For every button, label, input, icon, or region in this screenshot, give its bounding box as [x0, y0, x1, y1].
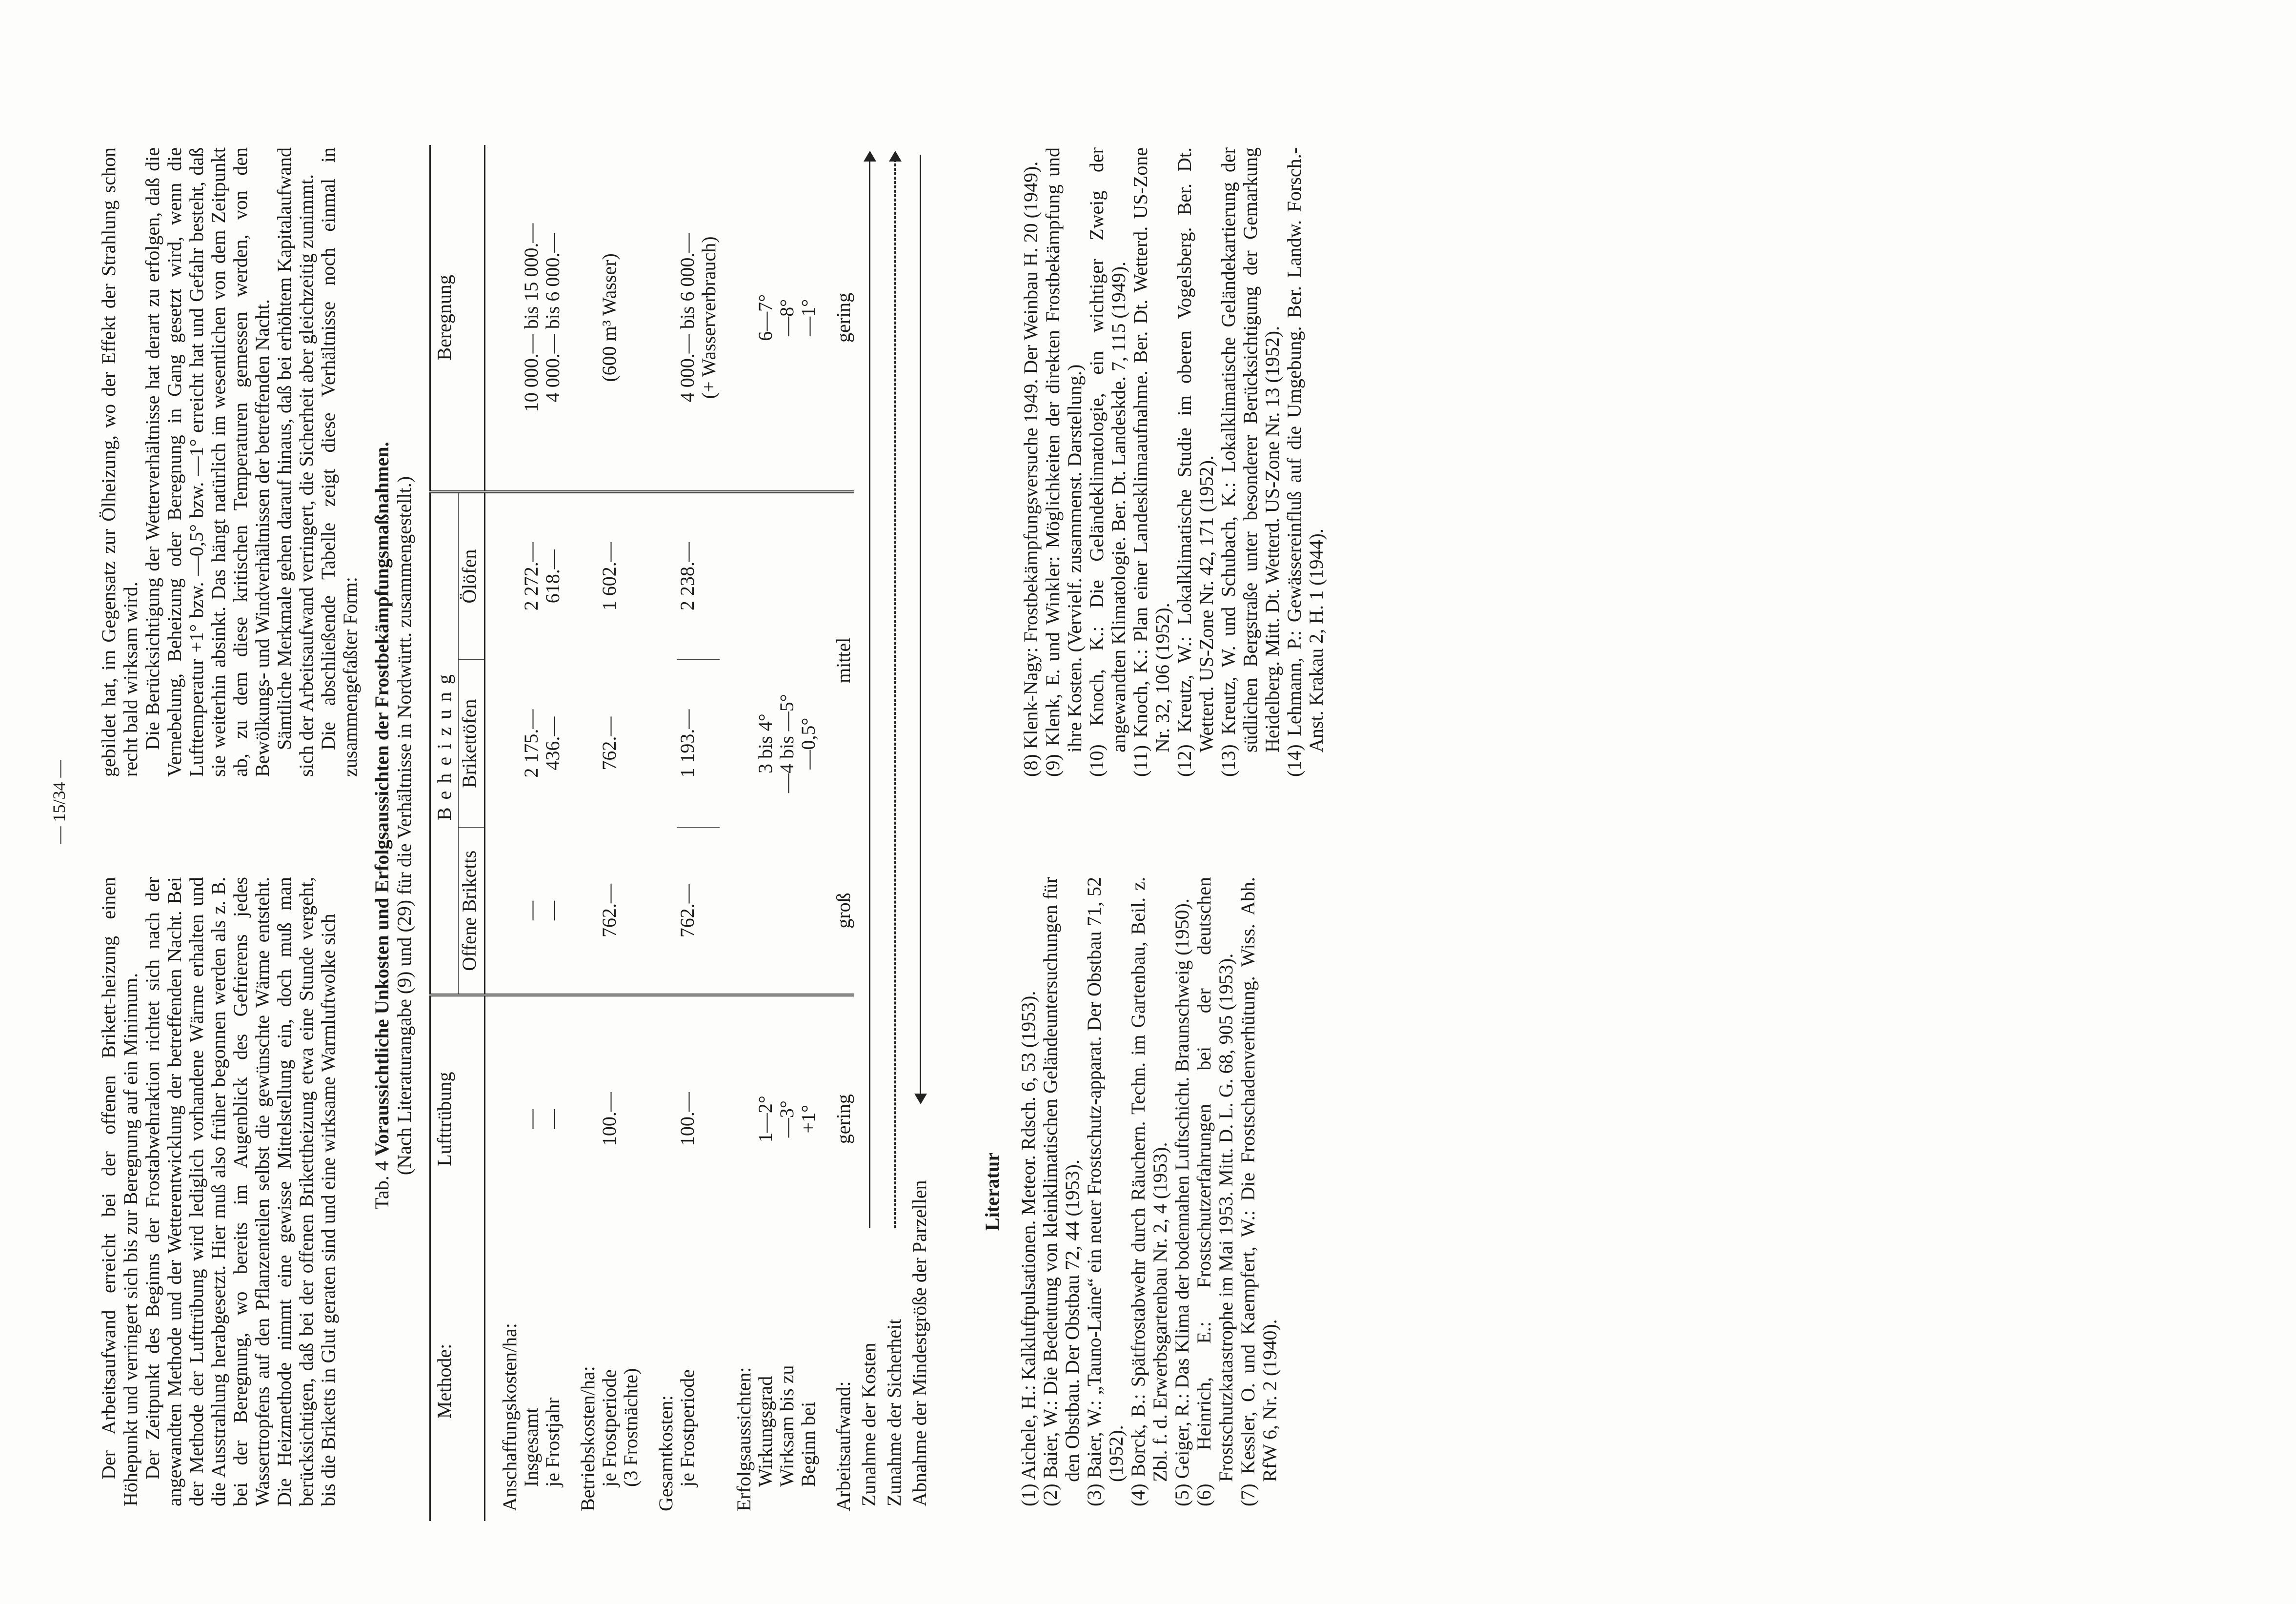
table-source-note: (Nach Literaturangabe (9) und (29) für die Verhältnisse in Nordwürtt. zusammengestellt.) — [393, 476, 415, 1176]
cell-line: (+ Wasserverbrauch) — [698, 236, 720, 399]
table-title: Voraussichtliche Unkosten und Erfolgsaussichten der Frostbekämpfungsmaßnahmen. — [371, 442, 393, 1157]
list-item: (8) Klenk-Nagy: Frostbekämpfungsversuche 1949. Der Weinbau H. 20 (1949). — [1020, 161, 1042, 777]
cell: 10 000.— bis 15 000.— — [520, 223, 542, 412]
cell-line: 6—7° — [754, 294, 776, 341]
row-group-label: Anschaffungskosten/ha: — [499, 1323, 521, 1511]
table-row — [599, 145, 642, 1521]
text-column-left — [98, 877, 339, 1506]
cell: 100.— — [677, 995, 720, 1241]
row-group-label: Betriebskosten/ha: — [577, 1366, 599, 1511]
table-row — [542, 145, 564, 1521]
page-number: — 15/34 — — [49, 760, 69, 844]
cell: — — [542, 901, 564, 921]
trend-row — [907, 150, 932, 1506]
header-lufttruebung: Lufttrübung — [430, 995, 485, 1241]
row-label: je Frostperiode — [676, 1369, 698, 1487]
row-group-label: Arbeitsaufwand: — [832, 1381, 854, 1511]
cell — [733, 995, 819, 1241]
header-oeloefen: Ölöfen — [459, 492, 485, 660]
table-caption — [371, 145, 416, 1506]
reference-list-left — [1017, 877, 1281, 1506]
table-number: Tab. 4 — [371, 1161, 393, 1210]
cell-line: 1—2° — [754, 1096, 776, 1143]
header-brikettoefen: Brikettöfen — [459, 660, 485, 828]
table-row — [677, 145, 720, 1521]
paragraph: Der Zeitpunkt des Beginns der Frostabwehraktion richtet sich nach der angewandten Methode und der Wetterentwicklung der betreffenden Nacht. Bei der Methode der Lufttrübung wird lediglich vorhandene Wärme erhalten und die Ausstrahlung herabgesetzt. Hier muß also früher begonnen werden als z. B. bei der Beregnung, wo bereits im Augenblick des Gefrierens jedes Wassertropfens auf den Pflanzenteilen selbst die gewünschte Wärme entsteht. Die Heizmethode nimmt eine gewisse Mittelstellung ein, doch muß man berücksichtigen, daß bei der offenen Brikettheizung etwa eine Stunde vergeht, bis die Briketts in Glut geraten sind und eine wirksame Warmluftwolke sich — [141, 877, 339, 1506]
cell: 2 272.— — [521, 492, 542, 660]
header-offene-briketts: Offene Briketts — [459, 828, 485, 995]
trend-row — [856, 150, 882, 1506]
text-column-right — [98, 147, 361, 777]
list-item: (11) Knoch, K.: Plan einer Landesklimaaufnahme. Ber. Dt. Wetterd. US-Zone Nr. 32, 106 (1952). — [1129, 147, 1173, 777]
list-item: (1) Aichele, H.: Kalkluftpulsationen. Meteor. Rdsch. 6, 53 (1953). — [1017, 991, 1039, 1506]
cell: groß — [832, 893, 854, 929]
row-label — [599, 1241, 642, 1521]
header-beregnung: Beregnung — [430, 145, 485, 492]
row-label-line: je Frostperiode — [598, 1369, 620, 1487]
trend-row — [882, 150, 907, 1506]
row-label-line: Wirksam bis zu — [776, 1365, 798, 1487]
cell: (600 m³ Wasser) — [598, 253, 620, 382]
table-row — [521, 145, 542, 1521]
table-row — [833, 145, 854, 1521]
cell-line: —8° — [776, 299, 798, 336]
table-row — [577, 145, 599, 1521]
cell-line: —0,5° — [797, 717, 819, 770]
cell-line: +1° — [797, 1104, 819, 1134]
table-row — [499, 145, 521, 1521]
cell: 762.— — [677, 828, 720, 995]
list-item: (14) Lehmann, P.: Gewässereinfluß auf die Umgebung. Ber. Landw. Forsch.-Anst. Krakau 2, H. 1 (1944). — [1283, 147, 1327, 777]
row-label: Insgesamt — [520, 1407, 542, 1487]
list-item: (5) Geiger, R.: Das Klima der bodennahen Luftschicht. Braunschweig (1950). — [1171, 898, 1193, 1506]
literature-heading: Literatur — [981, 1153, 1003, 1231]
cell-line: —4 bis —5° — [776, 694, 798, 793]
paragraph: Der Arbeitsaufwand erreicht bei der offenen Brikett-heizung einen Höhepunkt und verringert sich bis zur Beregnung auf ein Minimum. — [98, 877, 141, 1506]
row-label: je Frostjahr — [542, 1397, 564, 1487]
left-arrow-icon — [920, 155, 921, 1101]
cell — [733, 492, 819, 995]
list-item: (3) Baier, W.: „Tauno-Laine“ ein neuer Frostschutz-apparat. Der Obstbau 71, 52 (1952). — [1083, 877, 1127, 1506]
cost-table — [429, 145, 854, 1521]
cell — [733, 145, 819, 492]
paragraph: Sämtliche Merkmale gehen darauf hinaus, daß bei erhöhtem Kapitalaufwand sich der Arbeitsaufwand verringert, die Sicherheit aber gleichzeitig zunimmt. — [273, 147, 317, 777]
cell: 436.— — [542, 716, 564, 771]
cell: 2 175.— — [520, 709, 542, 778]
row-label-line: Beginn bei — [797, 1401, 819, 1487]
list-item: (10) Knoch, K.: Die Geländeklimatologie, ein wichtiger Zweig der angewandten Klimatologie. Ber. Dt. Landeskde. 7, 115 (1949). — [1086, 147, 1129, 777]
cell: mittel — [833, 492, 854, 828]
paragraph: Die Berücksichtigung der Wetterverhältnisse hat derart zu erfolgen, daß die Vernebelung, Beheizung oder Beregnung in Gang gesetzt wird, wenn die Lufttemperatur +1° bzw. —0,5° bzw. —1° erreicht hat und Gefahr besteht, daß sie weiterhin absinkt. Das hängt natürlich im wesentlichen von dem Zeitpunkt ab, zu dem diese kritischen Temperaturen gemessen werden, von den Bewölkungs- und Windverhältnissen der betreffenden Nacht. — [141, 147, 273, 777]
header-beheizung: Beheizung — [430, 492, 459, 995]
right-arrow-icon — [894, 155, 896, 1228]
reference-list-right — [1020, 147, 1327, 777]
list-item: (7) Kessler, O. und Kaempfert, W.: Die Frostschadenverhütung. Wiss. Abh. RfW 6, Nr. 2 (1940). — [1237, 877, 1281, 1506]
row-group-label — [733, 1241, 819, 1521]
row-label-line: (3 Frostnächte) — [620, 1368, 642, 1487]
cell: gering — [832, 292, 854, 343]
cell — [677, 145, 720, 492]
list-item: (6) Heinrich, E.: Frostschutzerfahrungen bei der deutschen Frostschutzkatastrophe im Mai 1953. Mitt. D. L. G. 68, 905 (1953). — [1193, 877, 1237, 1506]
cell-line: 4 000.— bis 6 000.— — [676, 233, 698, 403]
list-item: (9) Klenk, E. und Winkler: Möglichkeiten der direkten Frostbekämpfung und ihre Kosten. (Vervielf. zusammenst. Darstellung.) — [1042, 147, 1086, 777]
trend-label: Abnahme der Mindestgröße der Parzellen — [908, 1175, 930, 1506]
paragraph: gebildet hat, im Gegensatz zur Ölheizung, wo der Effekt der Strahlung schon recht bald wirksam wird. — [98, 147, 141, 777]
cell: 1 602.— — [599, 492, 642, 660]
cell: — — [521, 995, 542, 1241]
list-item: (4) Borck, B.: Spätfrostabwehr durch Räuchern. Techn. im Gartenbau, Beil. z. Zbl. f. d. Erwerbsgartenbau Nr. 2, 4 (1953). — [1127, 877, 1171, 1506]
cell-line: —1° — [797, 299, 819, 336]
list-item: (2) Baier, W.: Die Bedeutung von kleinklimatischen Geländeuntersuchungen für den Obstbau. Der Obstbau 72, 44 (1953). — [1039, 877, 1083, 1506]
trend-arrows — [856, 150, 932, 1506]
paragraph: Die abschließende Tabelle zeigt diese Verhältnisse noch einmal in zusammengefaßter Form: — [317, 147, 361, 777]
cell: 2 238.— — [677, 492, 720, 660]
cell: 4 000.— bis 6 000.— — [542, 233, 564, 403]
right-arrow-icon — [869, 155, 870, 1228]
cell-line: 3 bis 4° — [754, 713, 776, 773]
list-item: (12) Kreutz, W.: Lokalklimatische Studie im oberen Vogelsberg. Ber. Dt. Wetterd. US-Zone Nr. 42, 171 (1952). — [1173, 147, 1217, 777]
list-item: (13) Kreutz, W. und Schubach, K.: Lokalklimatische Geländekartierung der südlichen Bergstraße unter besonderer Berücksichtigung der Gemarkung Heidelberg. Mitt. Dt. Wetterd. US-Zone Nr. 13 (1952). — [1217, 147, 1283, 777]
trend-label: Zunahme der Kosten — [858, 1338, 880, 1506]
cell: — — [542, 995, 564, 1241]
cell: 762.— — [598, 716, 620, 771]
table-row — [655, 145, 677, 1521]
row-group-label: Gesamtkosten: — [655, 1395, 677, 1511]
cell: 762.— — [598, 884, 620, 938]
trend-label: Zunahme der Sicherheit — [883, 1314, 905, 1506]
row-label-line: Wirkungsgrad — [754, 1376, 776, 1487]
cell: 618.— — [542, 492, 564, 660]
cell: 100.— — [599, 995, 642, 1241]
cell: gering — [833, 995, 854, 1241]
header-methode: Methode: — [430, 1241, 485, 1521]
cell-line: —3° — [776, 1100, 798, 1138]
cell: — — [520, 901, 542, 921]
table-row — [733, 145, 819, 1521]
row-group-title: Erfolgsaussichten: — [733, 1367, 755, 1511]
cell: 1 193.— — [677, 660, 720, 828]
